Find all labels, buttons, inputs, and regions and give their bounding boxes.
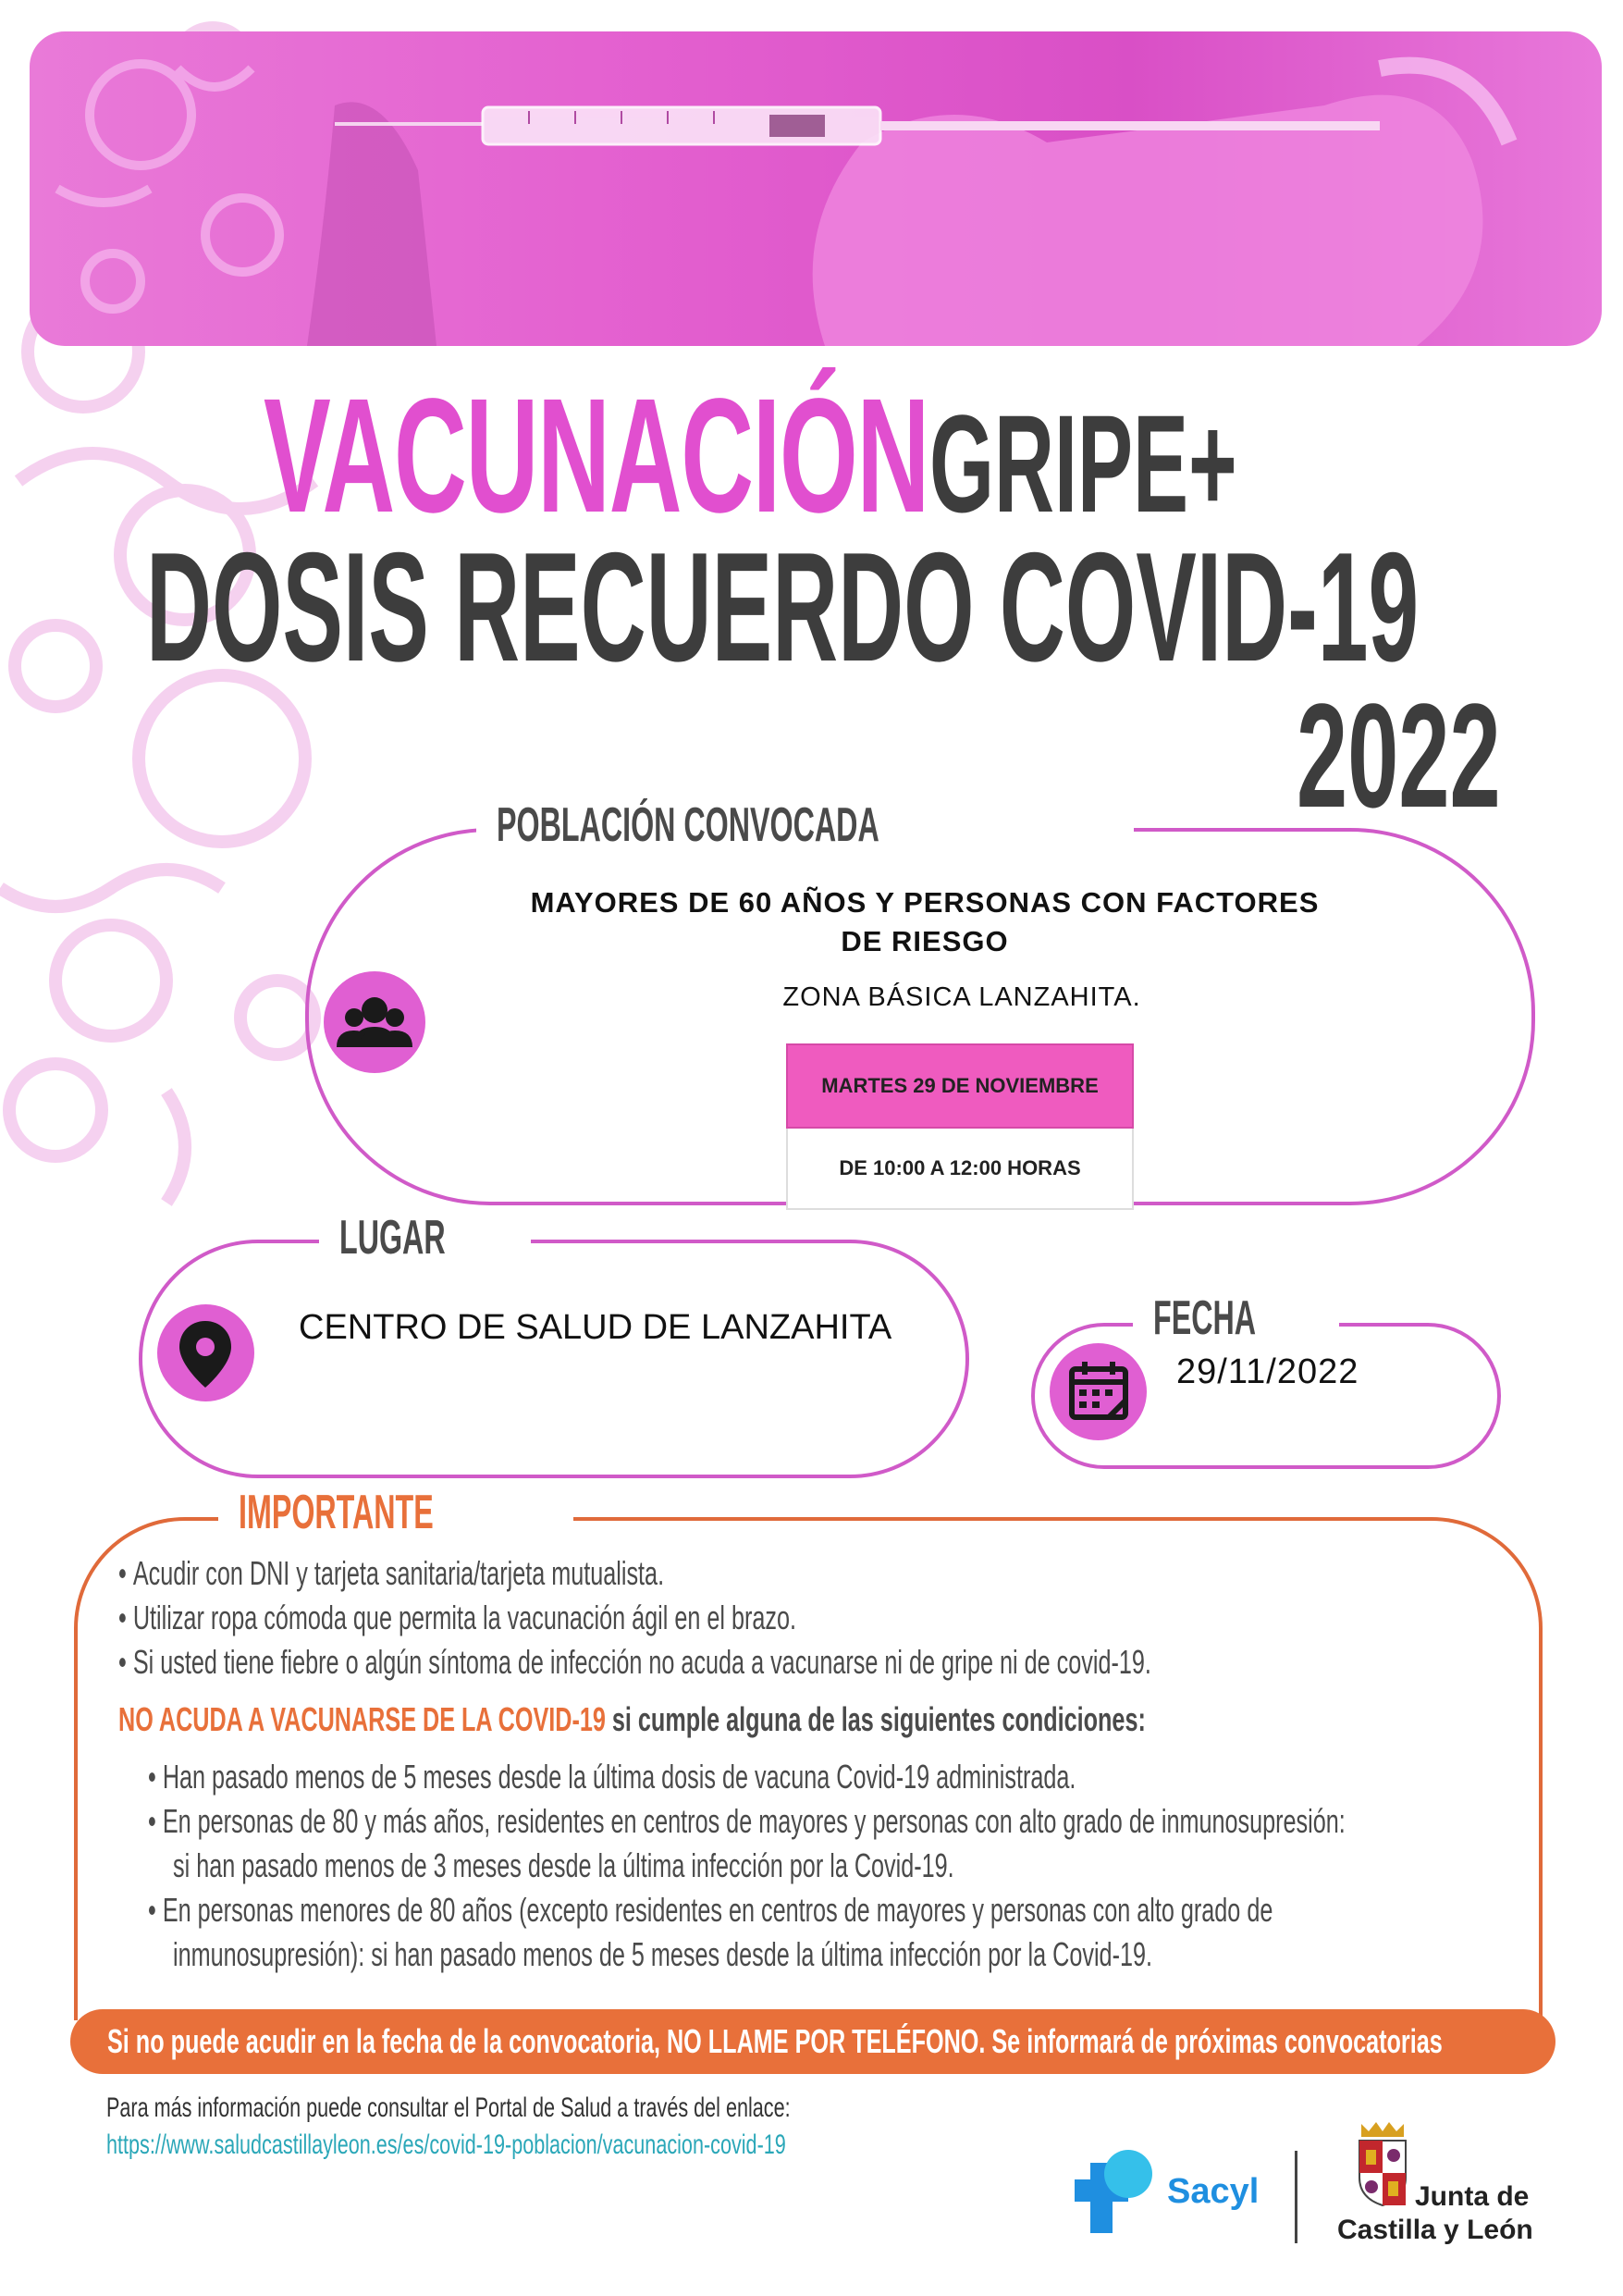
warning-line: NO ACUDA A VACUNARSE DE LA COVID-19 si cumple alguna de las siguientes condiciones: (118, 1700, 1146, 1738)
footer-info: Para más información puede consultar el Portal de Salud a través del enlace: (106, 2092, 791, 2123)
sacyl-text: Sacyl (1167, 2172, 1260, 2211)
condition-item: • En personas menores de 80 años (excepto residentes en centros de mayores y personas con alto grado de (148, 1891, 1273, 1929)
location-pin-icon (157, 1304, 254, 1401)
zona-basica: ZONA BÁSICA LANZAHITA. (782, 982, 1141, 1012)
poblacion-label: POBLACIÓN CONVOCADA (476, 797, 1134, 853)
coat-of-arms-icon (1350, 2118, 1415, 2211)
sacyl-cross-icon (1064, 2139, 1165, 2240)
schedule-time: DE 10:00 A 12:00 HORAS (786, 1129, 1134, 1210)
lugar-label: LUGAR (319, 1210, 531, 1265)
group-icon (324, 971, 425, 1073)
lugar-value: CENTRO DE SALUD DE LANZAHITA (299, 1308, 892, 1347)
title-gripe: GRIPE+ (929, 386, 1237, 541)
fecha-label: FECHA (1133, 1290, 1339, 1346)
junta-line2: Castilla y León (1337, 2215, 1533, 2245)
title-year: 2022 (1297, 673, 1501, 838)
condition-item-continued: si han pasado menos de 3 meses desde la última infección por la Covid-19. (173, 1846, 954, 1884)
sacyl-logo (1064, 2139, 1267, 2240)
importante-label: IMPORTANTE (218, 1485, 573, 1540)
footer-divider (1295, 2151, 1297, 2243)
footer-link[interactable]: https://www.saludcastillayleon.es/es/covid-19-poblacion/vacunacion-covid-19 (106, 2129, 786, 2160)
title-line2: DOSIS RECUERDO COVID-19 (146, 520, 1420, 694)
notice-banner: Si no puede acudir en la fecha de la convocatoria, NO LLAME POR TELÉFONO. Se informará de próximas convocatorias (70, 2009, 1555, 2074)
calendar-icon (1050, 1343, 1147, 1440)
poblacion-heading: MAYORES DE 60 AÑOS Y PERSONAS CON FACTORES DE RIESGO (530, 886, 1320, 957)
condition-item: • Han pasado menos de 5 meses desde la última dosis de vacuna Covid-19 administrada. (148, 1758, 1076, 1796)
condition-item: • En personas de 80 y más años, residentes en centros de mayores y personas con alto grado de inmunosupresión: (148, 1802, 1346, 1840)
importante-bullet: • Utilizar ropa cómoda que permita la vacunación ágil en el brazo. (118, 1599, 797, 1636)
importante-bullet: • Acudir con DNI y tarjeta sanitaria/tarjeta mutualista. (118, 1554, 665, 1592)
schedule-table (786, 1043, 1134, 1210)
importante-bullet: • Si usted tiene fiebre o algún síntoma de infección no acuda a vacunarse ni de gripe ni de covid-19. (118, 1643, 1151, 1681)
syringe-illustration (30, 31, 1602, 346)
schedule-date: MARTES 29 DE NOVIEMBRE (786, 1043, 1134, 1129)
lugar-box (139, 1240, 969, 1478)
condition-item-continued: inmunosupresión): si han pasado menos de 5 meses desde la última infección por la Covid-19. (173, 1935, 1152, 1973)
hero-image (30, 31, 1602, 346)
fecha-value: 29/11/2022 (1176, 1352, 1359, 1391)
junta-line1: Junta de (1415, 2181, 1530, 2212)
title-vacunacion: VACUNACIÓN (264, 365, 929, 547)
junta-logo (1332, 2118, 1609, 2257)
